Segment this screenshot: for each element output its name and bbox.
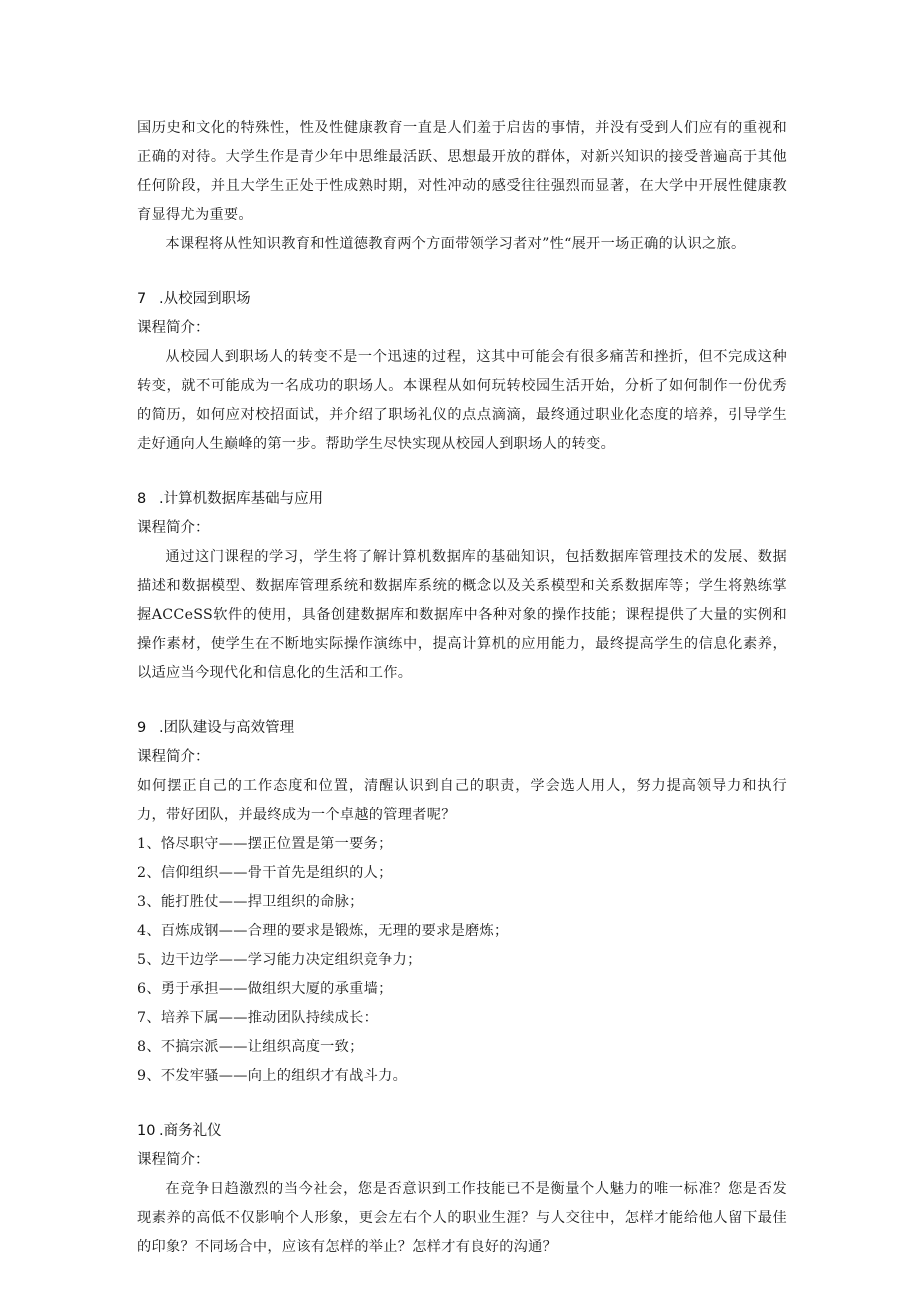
course-description: 在竞争日趋激烈的当今社会，您是否意识到工作技能已不是衡量个人魅力的唯一标准？您是否发现素养的高低不仅影响个人形象，更会左右个人的职业生涯？与人交往中，怎样才能给他人留下最佳的印象？不同场合中，应该有怎样的举止？怎样才有良好的沟通？ <box>137 1181 787 1255</box>
course-description: 通过这门课程的学习，学生将了解计算机数据库的基础知识，包括数据库管理技术的发展、数据描述和数据模型、数据库管理系统和数据库系统的概念以及关系模型和关系数据库等；学生将熟练掌握ACCeSS软件的使用，具备创建数据库和数据库中各种对象的操作技能；课程提供了大量的实例和操作素材，使学生在不断地实际操作演练中，提高计算机的应用能力，最终提高学生的信息化素养，以适应当今现代化和信息化的生活和工作。 <box>137 549 787 681</box>
list-item: 9、不发牢骚——向上的组织才有战斗力。 <box>137 1068 408 1084</box>
list-item: 8、不搞宗派——让组织高度一致； <box>137 1039 364 1055</box>
section-heading <box>137 285 787 314</box>
intro-paragraph-2: 本课程将从性知识教育和性道德教育两个方面带领学习者对”性“展开一场正确的认识之旅。 <box>165 236 746 252</box>
course-description: 如何摆正自己的工作态度和位置，清醒认识到自己的职责，学会选人用人，努力提高领导力和执行力，带好团队，并最终成为一个卓越的管理者呢？ <box>137 778 787 823</box>
course-intro-label: 课程简介： <box>137 1152 210 1168</box>
section-heading <box>137 714 787 743</box>
course-intro-label: 课程简介： <box>137 749 210 765</box>
course-description: 从校园人到职场人的转变不是一个迅速的过程，这其中可能会有很多痛苦和挫折，但不完成这种转变，就不可能成为一名成功的职场人。本课程从如何玩转校园生活开始，分析了如何制作一份优秀的简历，如何应对校招面试，并介绍了职场礼仪的点点滴滴，最终通过职业化态度的培养，引导学生走好通向人生巅峰的第一步。帮助学生尽快实现从校园人到职场人的转变。 <box>137 349 787 452</box>
list-item: 1、恪尽职守——摆正位置是第一要务； <box>137 836 393 852</box>
section-8 <box>137 485 787 688</box>
section-number: 8 <box>137 491 147 507</box>
section-9 <box>137 714 787 1091</box>
course-intro-label: 课程简介： <box>137 320 210 336</box>
section-title: .团队建设与高效管理 <box>159 720 295 736</box>
list-item: 3、能打胜仗——捍卫组织的命脉； <box>137 894 364 910</box>
section-10 <box>137 1117 787 1262</box>
section-heading <box>137 485 787 514</box>
section-title: .计算机数据库基础与应用 <box>159 491 324 507</box>
section-title: .从校园到职场 <box>159 291 251 307</box>
section-title: .商务礼仪 <box>159 1123 222 1139</box>
list-item: 7、培养下属——推动团队持续成长： <box>137 1010 379 1026</box>
list-item: 4、百炼成钢——合理的要求是锻炼，无理的要求是磨炼； <box>137 923 509 939</box>
document-page <box>137 114 787 1262</box>
list-item: 5、边干边学——学习能力决定组织竞争力； <box>137 952 422 968</box>
section-number: 9 <box>137 720 147 736</box>
section-number: 7 <box>137 291 147 307</box>
section-number: 10 <box>137 1123 156 1139</box>
intro-paragraph-1: 国历史和文化的特殊性，性及性健康教育一直是人们羞于启齿的事情，并没有受到人们应有的重视和正确的对待。大学生作是青少年中思维最活跃、思想最开放的群体，对新兴知识的接受普遍高于其他任何阶段，并且大学生正处于性成熟时期，对性冲动的感受往往强烈而显著，在大学中开展性健康教育显得尤为重要。 <box>137 120 787 223</box>
section-heading <box>137 1117 787 1146</box>
list-item: 2、信仰组织——骨干首先是组织的人； <box>137 865 393 881</box>
section-7 <box>137 285 787 459</box>
list-item: 6、勇于承担——做组织大厦的承重墙； <box>137 981 393 997</box>
course-intro-label: 课程简介： <box>137 520 210 536</box>
